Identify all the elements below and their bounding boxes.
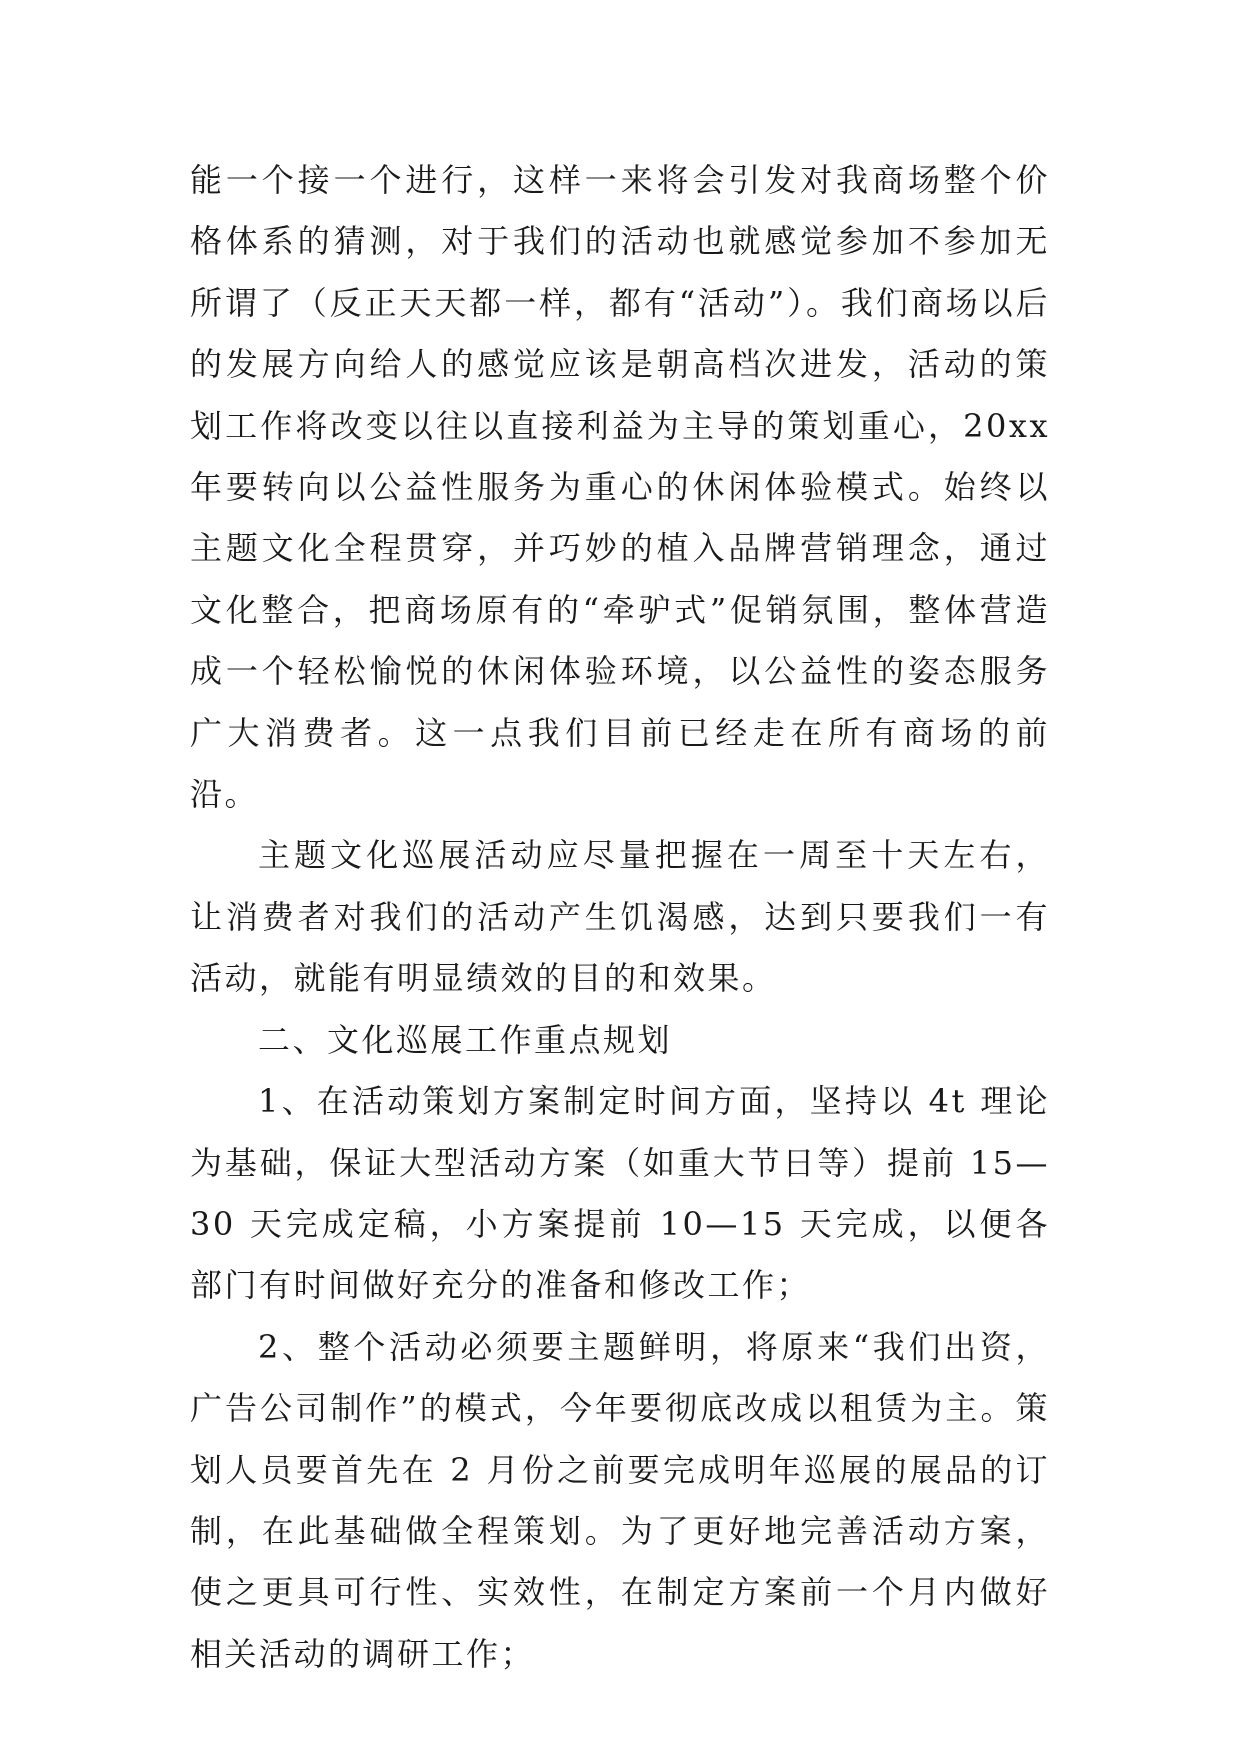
paragraph-item-2: 2、整个活动必须要主题鲜明，将原来“我们出资，广告公司制作”的模式，今年要彻底改成以租赁为主。策划人员要首先在 2 月份之前要完成明年巡展的展品的订制，在此基础做全程策划。为了更好地完善活动方案，使之更具可行性、实效性，在制定方案前一个月内做好相关活动的调研工作； [190, 1327, 1050, 1673]
paragraph-item-1: 1、在活动策划方案制定时间方面，坚持以 4t 理论为基础，保证大型活动方案（如重大节日等）提前 15—30 天完成定稿，小方案提前 10—15 天完成，以便各部门有时间做好充分的准备和修改工作； [190, 1082, 1050, 1305]
document-body [190, 150, 1050, 1685]
paragraph-continuation: 能一个接一个进行，这样一来将会引发对我商场整个价格体系的猜测，对于我们的活动也就感觉参加不参加无所谓了（反正天天都一样，都有“活动”）。我们商场以后的发展方向给人的感觉应该是朝高档次进发，活动的策划工作将改变以往以直接利益为主导的策划重心，20xx 年要转向以公益性服务为重心的休闲体验模式。始终以主题文化全程贯穿，并巧妙的植入品牌营销理念，通过文化整合，把商场原有的“牵驴式”促销氛围，整体营造成一个轻松愉悦的休闲体验环境，以公益性的姿态服务广大消费者。这一点我们目前已经走在所有商场的前沿。 [190, 161, 1050, 814]
section-heading-key-planning: 二、文化巡展工作重点规划 [258, 1020, 673, 1059]
paragraph-theme-exhibition-duration: 主题文化巡展活动应尽量把握在一周至十天左右，让消费者对我们的活动产生饥渴感，达到只要我们一有活动，就能有明显绩效的目的和效果。 [190, 836, 1050, 998]
